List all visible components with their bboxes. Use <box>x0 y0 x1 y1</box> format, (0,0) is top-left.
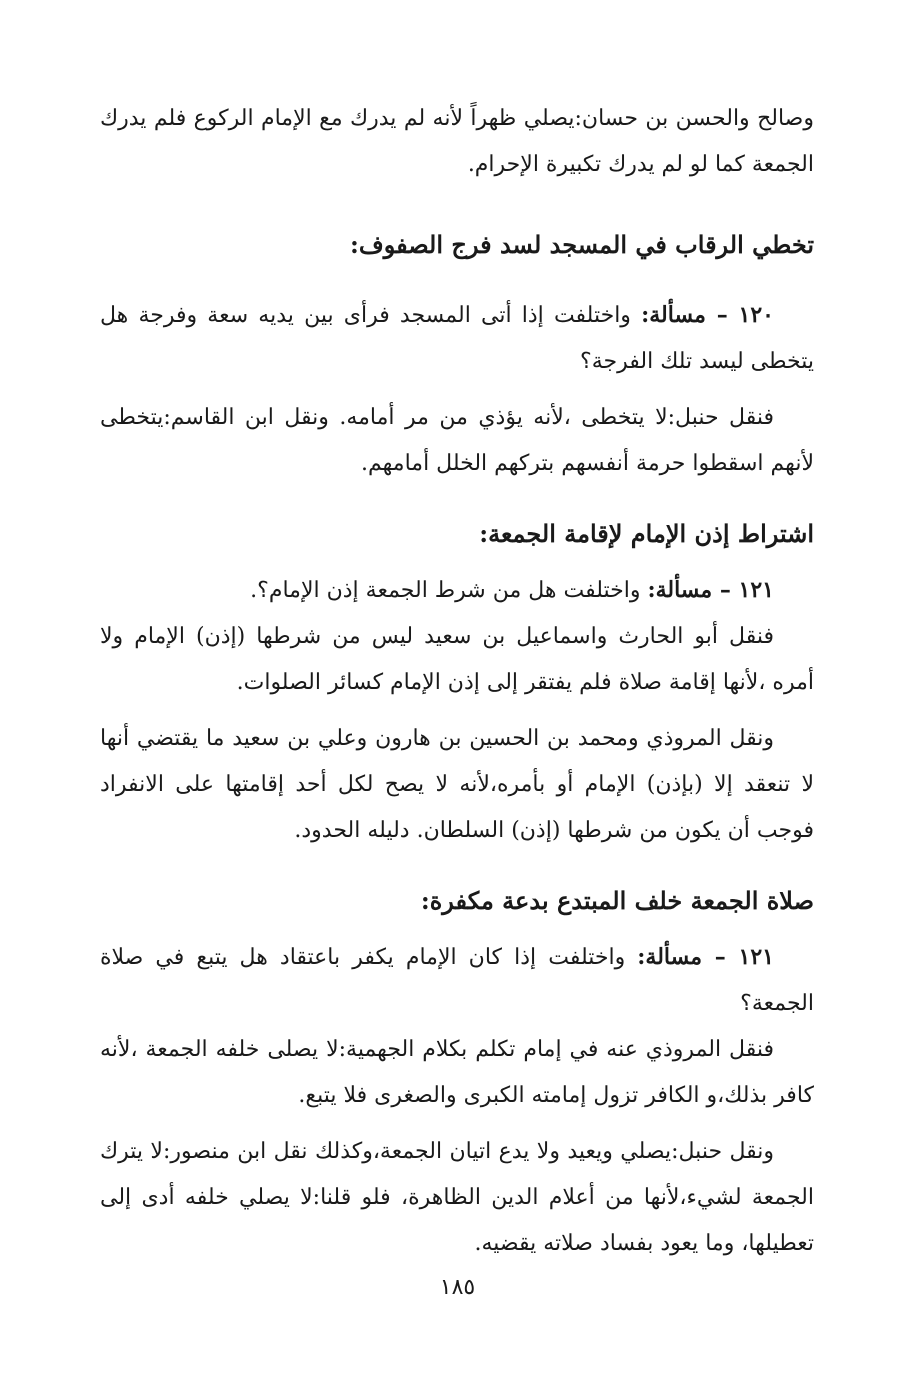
heading-stepping-over-necks: تخطي الرقاب في المسجد لسد فرج الصفوف: <box>349 230 814 259</box>
document-page <box>100 96 814 1267</box>
question-121b-label: ١٢١ – مسألة: <box>637 944 774 970</box>
page-number: ١٨٥ <box>439 1275 476 1300</box>
question-120-text: واختلفت إذا أتى المسجد فرأى بين يديه سعة وفرجة هل يتخطى ليسد تلك الفرجة؟ <box>100 303 814 374</box>
paragraph-5: فنقل المروذي عنه في إمام تكلم بكلام الجهمية:لا يصلى خلفه الجمعة ،لأنه كافر بذلك،و الكافر تزول إمامته الكبرى والصغرى فلا يتبع. <box>100 1037 814 1108</box>
question-121a <box>100 567 814 614</box>
paragraph-3: فنقل أبو الحارث واسماعيل بن سعيد ليس من شرطها (إذن) الإمام ولا أمره ،لأنها إقامة صلاة فلم يفتقر إلى إذن الإمام كسائر الصلوات. <box>100 624 814 695</box>
heading-imam-permission: اشتراط إذن الإمام لإقامة الجمعة: <box>479 519 814 548</box>
question-120 <box>100 292 814 385</box>
question-121b <box>100 934 814 1027</box>
question-121a-text: واختلفت هل من شرط الجمعة إذن الإمام؟. <box>250 578 641 603</box>
paragraph-6: ونقل حنبل:يصلي ويعيد ولا يدع اتيان الجمعة،وكذلك نقل ابن منصور:لا يترك الجمعة لشيء،لأنها من أعلام الدين الظاهرة، فلو قلنا:لا يصلي خلفه أدى إلى تعطيلها، وما يعود بفساد صلاته يقضيه. <box>100 1139 814 1256</box>
paragraph-1: وصالح والحسن بن حسان:يصلي ظهراً لأنه لم يدرك مع الإمام الركوع فلم يدرك الجمعة كما لو لم يدرك تكبيرة الإحرام. <box>100 106 814 177</box>
question-121a-label: ١٢١ – مسألة: <box>647 577 774 603</box>
paragraph-4: ونقل المروذي ومحمد بن الحسين بن هارون وعلي بن سعيد ما يقتضي أنها لا تنعقد إلا (بإذن) الإمام أو بأمره،لأنه لا يصح لكل أحد إقامتها على الانفراد فوجب أن يكون من شرطها (إذن) السلطان. دليله الحدود. <box>100 726 814 843</box>
paragraph-2: فنقل حنبل:لا يتخطى ،لأنه يؤذي من مر أمامه. ونقل ابن القاسم:يتخطى لأنهم اسقطوا حرمة أنفسهم بتركهم الخلل أمامهم. <box>100 405 814 476</box>
heading-innovator-prayer: صلاة الجمعة خلف المبتدع بدعة مكفرة: <box>420 886 814 915</box>
question-120-label: ١٢٠ – مسألة: <box>641 302 774 328</box>
question-121b-text: واختلفت إذا كان الإمام يكفر باعتقاد هل يتبع في صلاة الجمعة؟ <box>100 945 814 1016</box>
